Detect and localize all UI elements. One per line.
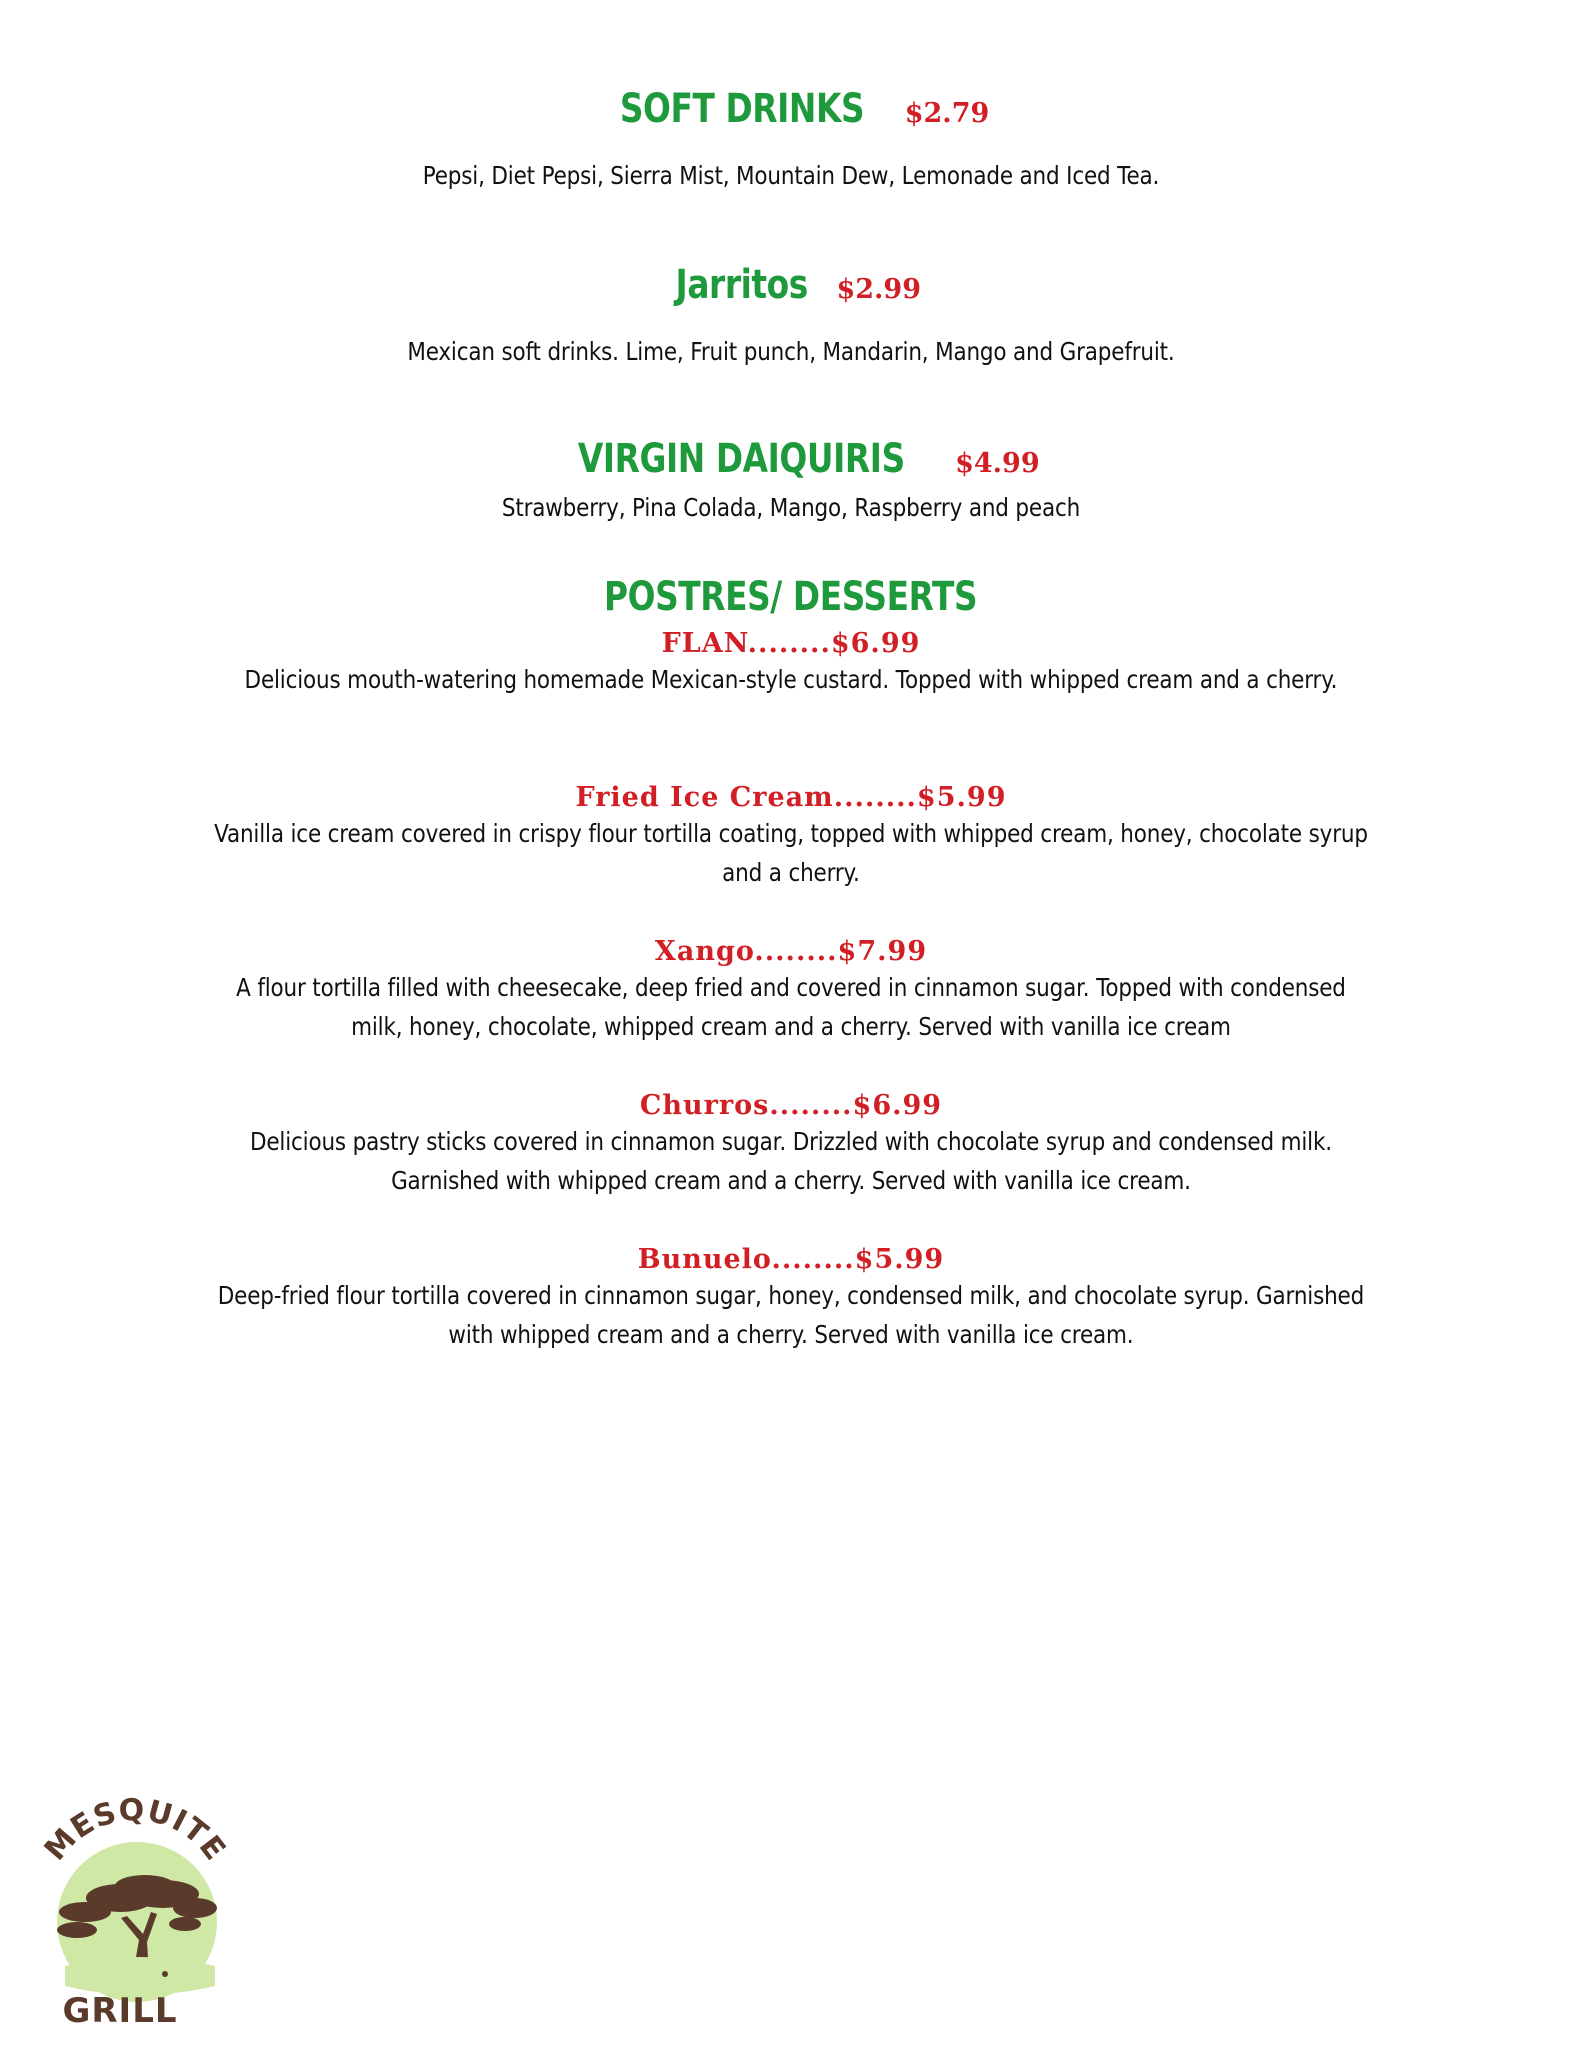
- soft-drinks-price: $2.79: [904, 98, 990, 129]
- virgin-daiquiris-heading: [0, 436, 1582, 482]
- dessert-item-title: Xango........$7.99: [654, 936, 928, 967]
- dessert-item-description: Vanilla ice cream covered in crispy flour tortilla coating, topped with whipped cream, honey, chocolate syrup and a cherry.: [214, 819, 1368, 887]
- virgin-daiquiris-price: $4.99: [955, 448, 1040, 479]
- dessert-item-description: Delicious mouth-watering homemade Mexican-style custard. Topped with whipped cream and a cherry.: [244, 665, 1338, 694]
- virgin-daiquiris-description: Strawberry, Pina Colada, Mango, Raspberry and peach: [501, 493, 1081, 522]
- dessert-item-description: A flour tortilla filled with cheesecake, deep fried and covered in cinnamon sugar. Topped with condensed milk, honey, chocolate, whipped cream and a cherry. Served with vanilla ice cream: [236, 973, 1346, 1041]
- dessert-item-title: FLAN........$6.99: [661, 628, 921, 659]
- jarritos-heading: [0, 262, 1582, 308]
- virgin-daiquiris-title: VIRGIN DAIQUIRIS: [578, 436, 906, 482]
- jarritos-title: Jarritos: [675, 262, 808, 308]
- soft-drinks-heading: [0, 86, 1582, 132]
- tree-logo-icon: [25, 1790, 235, 2030]
- dessert-item-title: Bunuelo........$5.99: [637, 1244, 945, 1275]
- dessert-item-description: Deep-fried flour tortilla covered in cinnamon sugar, honey, condensed milk, and chocolate syrup. Garnished with whipped cream and a cherry. Served with vanilla ice cream.: [217, 1281, 1365, 1349]
- soft-drinks-title: SOFT DRINKS: [619, 86, 864, 132]
- svg-text:MESQUITE: MESQUITE: [37, 1792, 233, 1868]
- dessert-item-description: Delicious pastry sticks covered in cinnamon sugar. Drizzled with chocolate syrup and condensed milk. Garnished with whipped cream and a cherry. Served with vanilla ice cream.: [250, 1127, 1332, 1195]
- desserts-title: POSTRES/ DESSERTS: [604, 574, 978, 620]
- dessert-item-title: Churros........$6.99: [639, 1090, 943, 1121]
- jarritos-price: $2.99: [836, 274, 921, 305]
- desserts-heading: [0, 574, 1582, 620]
- jarritos-description: Mexican soft drinks. Lime, Fruit punch, Mandarin, Mango and Grapefruit.: [407, 337, 1175, 366]
- mesquite-grill-logo: [25, 1790, 235, 2030]
- soft-drinks-description: Pepsi, Diet Pepsi, Sierra Mist, Mountain Dew, Lemonade and Iced Tea.: [422, 161, 1160, 190]
- svg-text:GRILL: GRILL: [62, 1991, 178, 2030]
- dessert-item-title: Fried Ice Cream........$5.99: [575, 782, 1007, 813]
